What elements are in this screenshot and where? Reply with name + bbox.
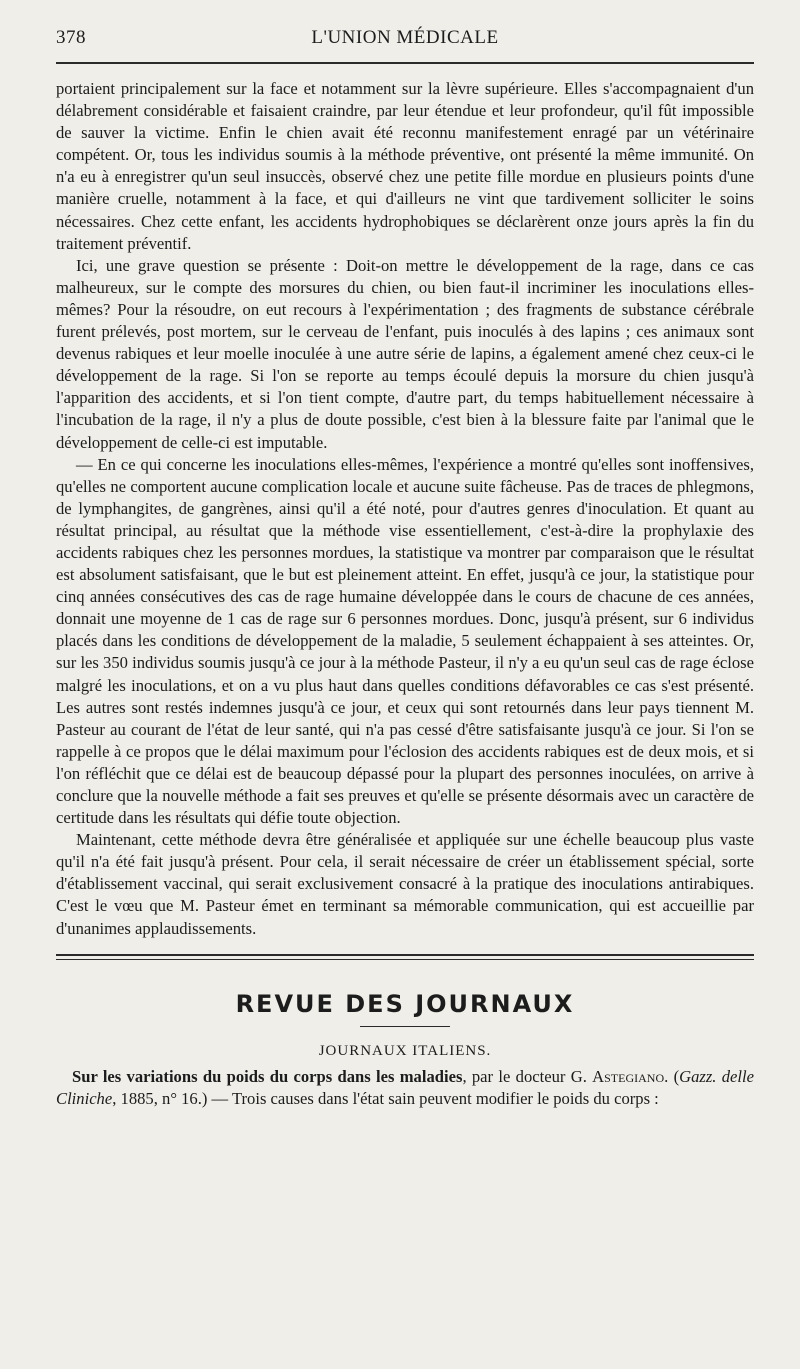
review-byline-prefix: , par le docteur G.	[462, 1066, 593, 1086]
subsection-title: JOURNAUX ITALIENS.	[318, 1042, 492, 1059]
paragraph-4: Maintenant, cette méthode devra être généralisée et appliquée sur une échelle beaucoup plus vaste qu'il n'a été fait jusqu'à présent. Pour cela, il serait nécessaire de créer un établissement spécial, sorte d'établissement vaccinal, qui serait exclusivement consacré à la pratique des inoculations antirabiques. C'est le vœu que M. Pasteur émet en terminant sa mémorable communication, qui est accueillie par d'unanimes applaudissements.	[56, 830, 754, 938]
review-author: Astegiano	[592, 1066, 665, 1086]
paragraph-1: portaient principalement sur la face et notamment sur la lèvre supérieure. Elles s'accompagnaient d'un délabrement considérable et faisaient craindre, par leur étendue et leur profondeur, qu'il fût impossible de sauver la victime. Enfin le chien avait été reconnu manifestement enragé par un vétérinaire compétent. Or, tous les individus soumis à la méthode préventive, ont présenté la même immunité. On n'a eu à enregistrer qu'un seul insuccès, observé chez une petite fille mordue en plusieurs points d'une manière cruelle, notamment à la face, et qui d'ailleurs ne vint que tardivement solliciter le soins nécessaires. Chez cette enfant, les accidents hydrophobiques se déclarèrent onze jours après la fin du traitement préventif.	[56, 79, 754, 253]
review-citation-rest: , 1885, n° 16.) — Trois causes dans l'état sain peuvent modifier le poids du corps :	[112, 1088, 659, 1108]
paragraph-3: — En ce qui concerne les inoculations elles-mêmes, l'expérience a montré qu'elles sont inoffensives, qu'elles ne comportent aucune complication locale et aucune suite fâcheuse. Pas de traces de phlegmons, de lymphangites, de gangrènes, ainsi qu'il a été noté, pour d'autres genres d'inoculation. Et quant au résultat principal, au résultat que la méthode vise essentiellement, c'est-à-dire la prophylaxie des accidents rabiques chez les personnes mordues, la statistique va montrer par comparaison que le résultat est absolument satisfaisant, que le but est pleinement atteint. En effet, jusqu'à ce jour, la statistique pour cinq années consécutives des cas de rage humaine développée dans le cours de chacune de ces années, donnait une moyenne de 1 cas de rage sur 6 personnes mordues. Donc, jusqu'à présent, sur 6 individus placés dans les conditions de développement de la maladie, 5 seulement échappaient à ses atteintes. Or, sur les 350 individus soumis jusqu'à ce jour à la méthode Pasteur, il n'y a eu qu'un seul cas de rage éclose malgré les inoculations, et on a vu plus haut dans quelles conditions défavorables ce cas s'est présenté. Les autres sont restés indemnes jusqu'à ce jour, et ceux qui sont retournés dans leur pays tiennent M. Pasteur au courant de l'état de leur santé, qui n'a pas cessé d'être satisfaisante jusqu'à ce jour. Si l'on se rappelle à ce propos que le délai maximum pour l'éclosion des accidents rabiques est de deux mois, et si l'on réfléchit que ce délai est de beaucoup dépassé pour la plupart des personnes inoculées, on arrive à conclure que la nouvelle méthode a fait ses preuves et qu'elle se présente désormais avec un caractère de certitude dans les résultats qui défie toute objection.	[56, 454, 754, 828]
journal-title: L'UNION MÉDICALE	[311, 27, 499, 48]
review-paragraph	[56, 1066, 754, 1110]
page-number: 378	[56, 27, 86, 48]
section-divider	[56, 954, 754, 960]
review-source: Gazz. delle Cliniche	[56, 1066, 755, 1108]
section-title: REVUE DES JOURNAUX	[235, 989, 575, 1018]
review-citation-open: . (	[664, 1066, 680, 1086]
section-title-rule	[360, 1026, 450, 1027]
article-body	[56, 78, 754, 940]
header-rule	[56, 62, 754, 64]
review-title: Sur les variations du poids du corps dans les maladies	[72, 1066, 463, 1086]
paragraph-2: Ici, une grave question se présente : Doit-on mettre le développement de la rage, dans ce cas malheureux, sur le compte des morsures du chien, ou bien faut-il incriminer les inoculations elles-mêmes? Pour la résoudre, on eut recours à l'expérimentation ; des fragments de substance cérébrale furent prélevés, post mortem, sur le cerveau de l'enfant, puis inoculés à des lapins ; ces animaux sont devenus rabiques et leur moelle inoculée à une autre série de lapins, a également amené chez ceux-ci le développement de la rage. Si l'on se reporte au temps écoulé depuis la morsure du chien jusqu'à l'apparition des accidents, et si l'on tient compte, d'autre part, du temps habituellement nécessaire à l'incubation de la rage, il n'y a plus de doute possible, c'est bien à la blessure faite par l'animal que le développement de celle-ci est imputable.	[56, 255, 754, 452]
journal-review	[56, 1066, 754, 1110]
running-header	[56, 18, 754, 50]
